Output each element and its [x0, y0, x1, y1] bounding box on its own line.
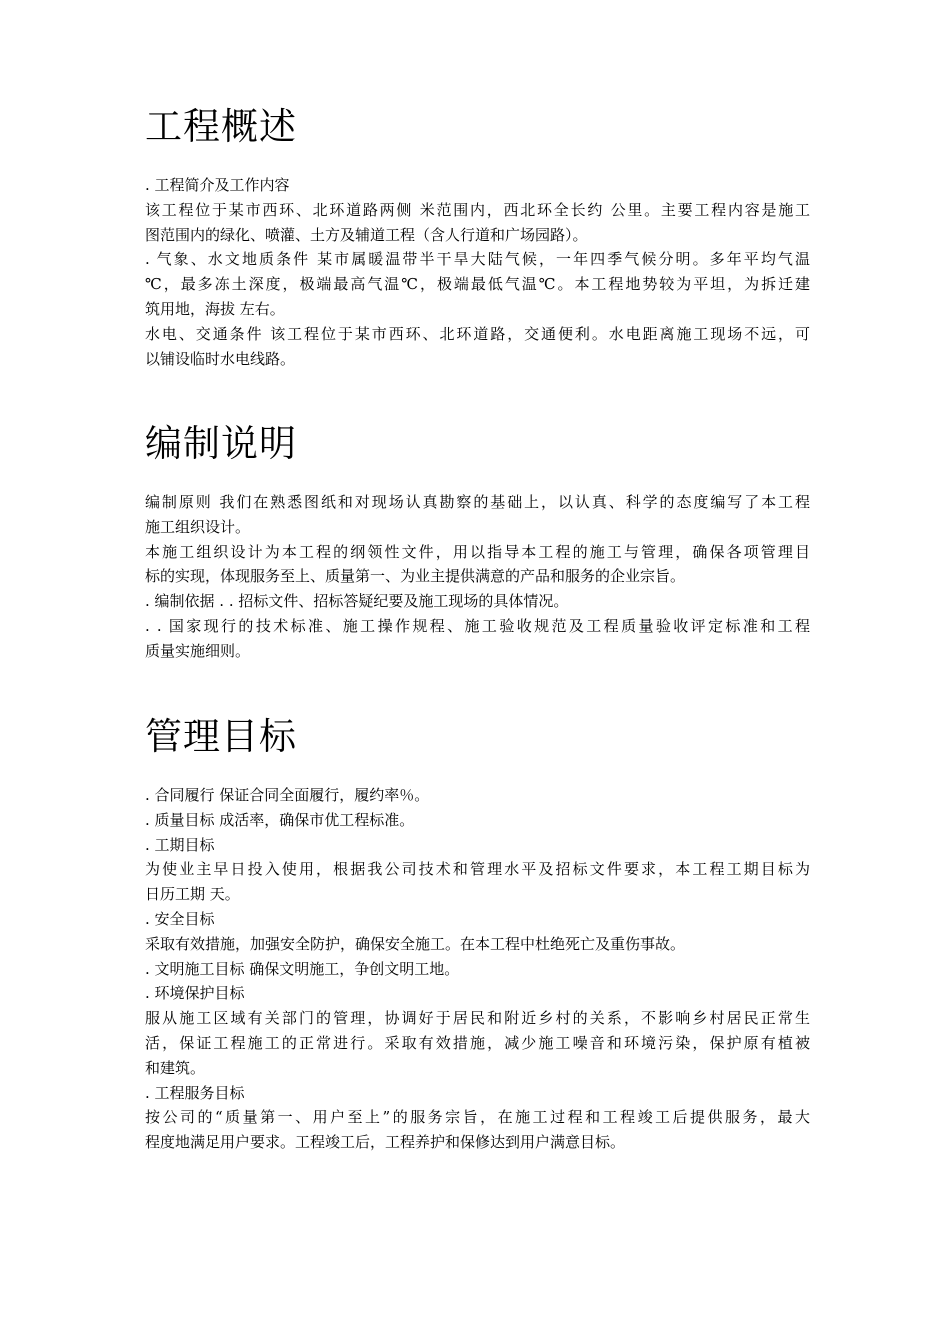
paragraph-line: . 环境保护目标 [145, 984, 245, 1003]
paragraph-line: 和建筑。 [145, 1058, 206, 1077]
paragraph-line: . 工程服务目标 [145, 1083, 245, 1102]
paragraph-line: . 文明施工目标 确保文明施工，争创文明工地。 [145, 959, 460, 978]
paragraph-line: 程度地满足用户要求。工程竣工后，工程养护和保修达到用户满意目标。 [145, 1133, 626, 1152]
paragraph-line: 日历工期 天。 [145, 885, 240, 904]
paragraph-line: 本施工组织设计为本工程的纲领性文件，用以指导本工程的施工与管理，确保各项管理目 [145, 542, 810, 561]
paragraph-line: 服从施工区域有关部门的管理，协调好于居民和附近乡村的关系，不影响乡村居民正常生 [145, 1009, 810, 1028]
paragraph-line: . . 国家现行的技术标准、施工操作规程、施工验收规范及工程质量验收评定标准和工程 [145, 616, 810, 635]
paragraph-line: . 合同履行 保证合同全面履行，履约率％。 [145, 786, 430, 804]
paragraph-line: . 安全目标 [145, 909, 215, 928]
paragraph-line: 为使业主早日投入使用，根据我公司技术和管理水平及招标文件要求，本工程工期目标为 [145, 860, 810, 879]
paragraph-line: 以铺设临时水电线路。 [145, 349, 296, 368]
paragraph-line: . 气象、水文地质条件 某市属暖温带半干旱大陆气候，一年四季气候分明。多年平均气温 [145, 250, 810, 269]
section-title: 管理目标 [145, 715, 297, 758]
section-title: 工程概述 [145, 105, 297, 148]
paragraph-line: 质量实施细则。 [145, 641, 251, 660]
paragraph-line: 标的实现，体现服务至上、质量第一、为业主提供满意的产品和服务的企业宗旨。 [145, 567, 686, 586]
paragraph-line: 采取有效措施，加强安全防护，确保安全施工。在本工程中杜绝死亡及重伤事故。 [145, 934, 686, 953]
paragraph-line: 该工程位于某市西环、北环道路两侧 米范围内，西北环全长约 公里。主要工程内容是施工 [145, 200, 810, 219]
paragraph-line: . 工程简介及工作内容 [145, 176, 290, 194]
paragraph-line: 活，保证工程施工的正常进行。采取有效措施，减少施工噪音和环境污染，保护原有植被 [145, 1033, 810, 1052]
paragraph-line: . 编制依据 . . 招标文件、招标答疑纪要及施工现场的具体情况。 [145, 592, 569, 611]
paragraph-line: ℃，最多冻土深度，极端最高气温℃，极端最低气温℃。本工程地势较为平坦，为拆迁建 [145, 275, 810, 294]
paragraph-line: 图范围内的绿化、喷灌、土方及辅道工程（含人行道和广场园路）。 [145, 225, 588, 244]
section-compilation-notes [145, 422, 810, 664]
paragraph-line: 按公司的“质量第一、用户至上”的服务宗旨，在施工过程和工程竣工后提供服务，最大 [145, 1108, 810, 1127]
paragraph-line: . 工期目标 [145, 835, 215, 854]
paragraph-line: . 质量目标 成活率，确保市优工程标准。 [145, 810, 415, 829]
section-body [145, 783, 810, 1155]
section-body [145, 173, 810, 371]
paragraph-line: 水电、交通条件 该工程位于某市西环、北环道路，交通便利。水电距离施工现场不远，可 [145, 324, 810, 343]
section-body [145, 490, 810, 664]
section-title: 编制说明 [145, 422, 297, 465]
section-overview [145, 105, 810, 371]
paragraph-line: 筑用地，海拔 左右。 [145, 299, 285, 318]
section-management-goals [145, 715, 810, 1155]
paragraph-line: 编制原则 我们在熟悉图纸和对现场认真勘察的基础上，以认真、科学的态度编写了本工程 [145, 493, 810, 511]
paragraph-line: 施工组织设计。 [145, 517, 251, 536]
